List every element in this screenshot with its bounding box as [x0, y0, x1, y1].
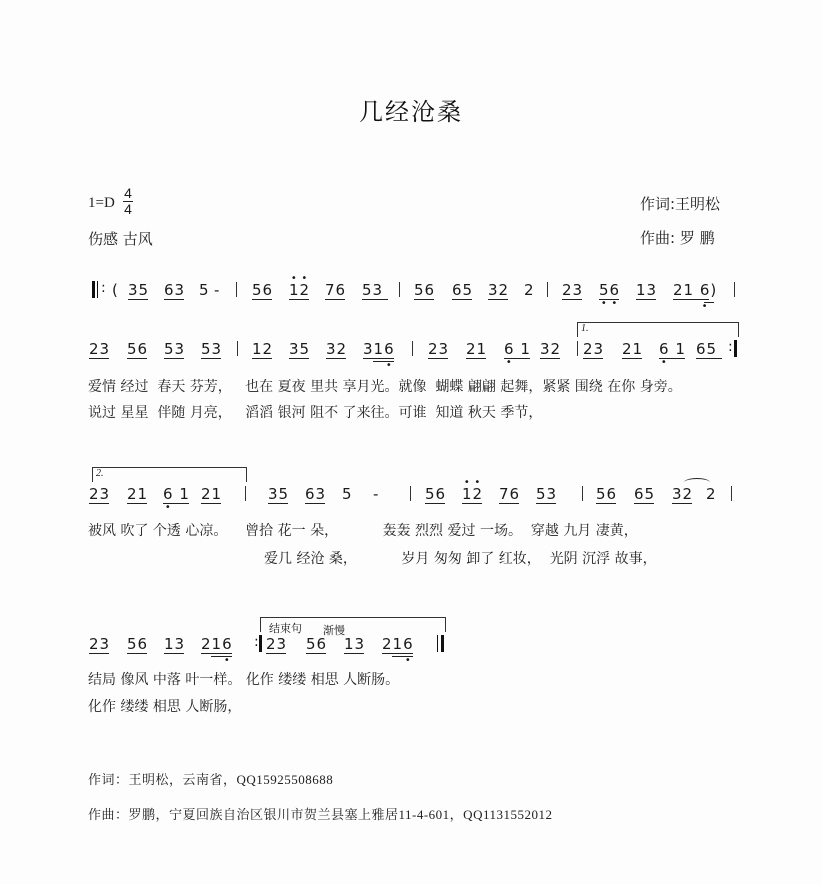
note-group-high-octave: 1 • 2 • — [462, 477, 484, 503]
note-group: 65 — [452, 281, 474, 299]
note-group: 32 — [540, 340, 562, 358]
note-group-low-octave: 316 • — [363, 340, 395, 371]
repeat-dots: : — [254, 634, 259, 650]
end-repeat-bar — [734, 340, 737, 357]
note-group: 13 — [164, 635, 186, 653]
lyrics-line-3-verse-2: 爱几 经沧 桑， 岁月 匆匆 卸了 红妆， 光阴 沉浮 故事， — [264, 551, 657, 567]
note-group: 63 — [305, 485, 327, 503]
volta-first-ending: 1. — [577, 322, 739, 337]
note-group: 35 — [289, 340, 311, 358]
staff-line-1 — [0, 273, 822, 312]
style-label: 伤感 古风 — [88, 230, 153, 248]
bar-line — [731, 486, 732, 501]
note: 2 — [524, 281, 534, 299]
note: 2 — [706, 485, 716, 503]
note-group: 53 — [536, 485, 558, 503]
bar-line — [582, 486, 583, 501]
hold-dash: - — [214, 281, 220, 299]
lyrics-line-4-verse-1: 结局 像风 中落 叶一样。 化作 缕缕 相思 人断肠。 — [88, 672, 400, 688]
bar-line — [412, 341, 413, 356]
bar-line — [577, 341, 578, 356]
note-group: 21 — [622, 340, 644, 358]
note-group: 23 — [583, 340, 605, 358]
staff-line-4 — [0, 634, 822, 666]
repeat-dots: : — [101, 280, 106, 296]
start-repeat-thin-bar — [97, 281, 98, 298]
lyricist-credit: 作词:王明松 — [640, 195, 721, 213]
note-group: 53 — [201, 340, 223, 358]
staff-line-3 — [0, 477, 822, 513]
note-group: 21 — [466, 340, 488, 358]
time-signature-bottom: 4 — [124, 201, 132, 217]
note: 5 — [199, 281, 209, 299]
note-group: 13 — [344, 635, 366, 653]
note-group: 32 — [326, 340, 348, 358]
note-group-low-octave: 6 • 1 — [163, 485, 190, 513]
note-group: 56 — [596, 485, 618, 503]
note-group: 56 — [425, 485, 447, 503]
note-group: 23 — [89, 340, 111, 358]
tempo-marking: 渐慢 — [323, 624, 345, 637]
note-group: 76 — [325, 281, 347, 299]
final-bar-thick — [441, 635, 444, 652]
note-group: 56 — [252, 281, 274, 299]
note-group: 32 — [488, 281, 510, 299]
note-group: 56 — [127, 340, 149, 358]
note-group: 12 — [252, 340, 274, 358]
note-group: 56 — [306, 635, 328, 653]
lyrics-line-4-verse-2: 化作 缕缕 相思 人断肠， — [88, 699, 242, 715]
end-repeat-bar — [259, 635, 262, 652]
note-group: 32 — [672, 485, 694, 503]
note-group-low-octave: 216 • — [382, 635, 414, 666]
note-group-low-octave: 216 • — [201, 635, 233, 666]
note-group: 21 — [127, 485, 149, 503]
lyricist-contact: 作词：王明松，云南省，QQ15925508688 — [88, 772, 334, 787]
note-group-low-octave: 6 • 1 — [504, 340, 531, 368]
note-group: 65 — [696, 339, 723, 367]
note-group: 23 — [89, 485, 111, 503]
lyrics-line-2-verse-1: 爱情 经过 春天 芬芳， 也在 夏夜 里共 享月光。就像 蝴蝶 翩翩 起舞，紧紧 围绕 在你 身旁。 — [88, 379, 682, 395]
note-group: 53 — [164, 340, 186, 358]
ending-bracket — [260, 617, 446, 637]
note-group: 65 — [634, 485, 656, 503]
volta-second-ending: 2. — [92, 467, 247, 482]
note-group-low-octave: 21 6 • ) — [673, 281, 717, 312]
note-group-high-octave: 1 • 2 • — [289, 273, 311, 299]
note-group-low-octave: 5 • 6 • — [599, 281, 621, 309]
composer-credit: 作曲: 罗 鹏 — [640, 229, 715, 247]
note-group: 56 — [414, 281, 436, 299]
repeat-dots: : — [728, 339, 733, 355]
time-signature — [123, 186, 133, 217]
ending-label: 结束句 — [269, 622, 302, 635]
key-signature: 1=D — [88, 195, 115, 211]
bar-line — [237, 341, 238, 356]
bar-line — [410, 486, 411, 501]
note-group: 56 — [127, 635, 149, 653]
note-group: 53 — [362, 280, 389, 308]
note-group-low-octave: 6 • 1 — [659, 340, 686, 368]
note-group: 63 — [164, 281, 186, 299]
note-group: 23 — [89, 635, 111, 653]
final-bar-thin — [437, 635, 438, 652]
note-group: 13 — [636, 281, 658, 299]
bar-line — [547, 282, 548, 297]
song-title: 几经沧桑 — [359, 98, 463, 126]
note: 5 — [342, 485, 352, 503]
note-group: 23 — [562, 281, 584, 299]
bar-line — [734, 282, 735, 297]
bar-line — [399, 282, 400, 297]
note-group: 21 — [201, 485, 223, 503]
staff-line-2 — [0, 339, 822, 371]
lyrics-line-2-verse-2: 说过 星星 伴随 月亮， 滔滔 银河 阻不 了来往。可谁 知道 秋天 季节， — [88, 405, 543, 421]
note-group: 23 — [428, 340, 450, 358]
note-group: 23 — [266, 635, 288, 653]
bar-line — [245, 486, 246, 501]
start-repeat-bar — [92, 281, 95, 298]
open-paren: ( — [112, 281, 118, 299]
note-group: 35 — [128, 281, 150, 299]
composer-contact: 作曲：罗鹏，宁夏回族自治区银川市贺兰县塞上雅居11-4-601，QQ1131552012 — [88, 807, 553, 822]
bar-line — [236, 282, 237, 297]
note-group: 35 — [268, 485, 290, 503]
lyrics-line-3-verse-1: 被风 吹了 个透 心凉。 曾拾 花一 朵， 轰轰 烈烈 爱过 一场。 穿越 九月 凄黄， — [88, 523, 638, 539]
note-group: 76 — [499, 485, 521, 503]
time-signature-top: 4 — [124, 185, 132, 201]
hold-dash: - — [373, 485, 379, 503]
